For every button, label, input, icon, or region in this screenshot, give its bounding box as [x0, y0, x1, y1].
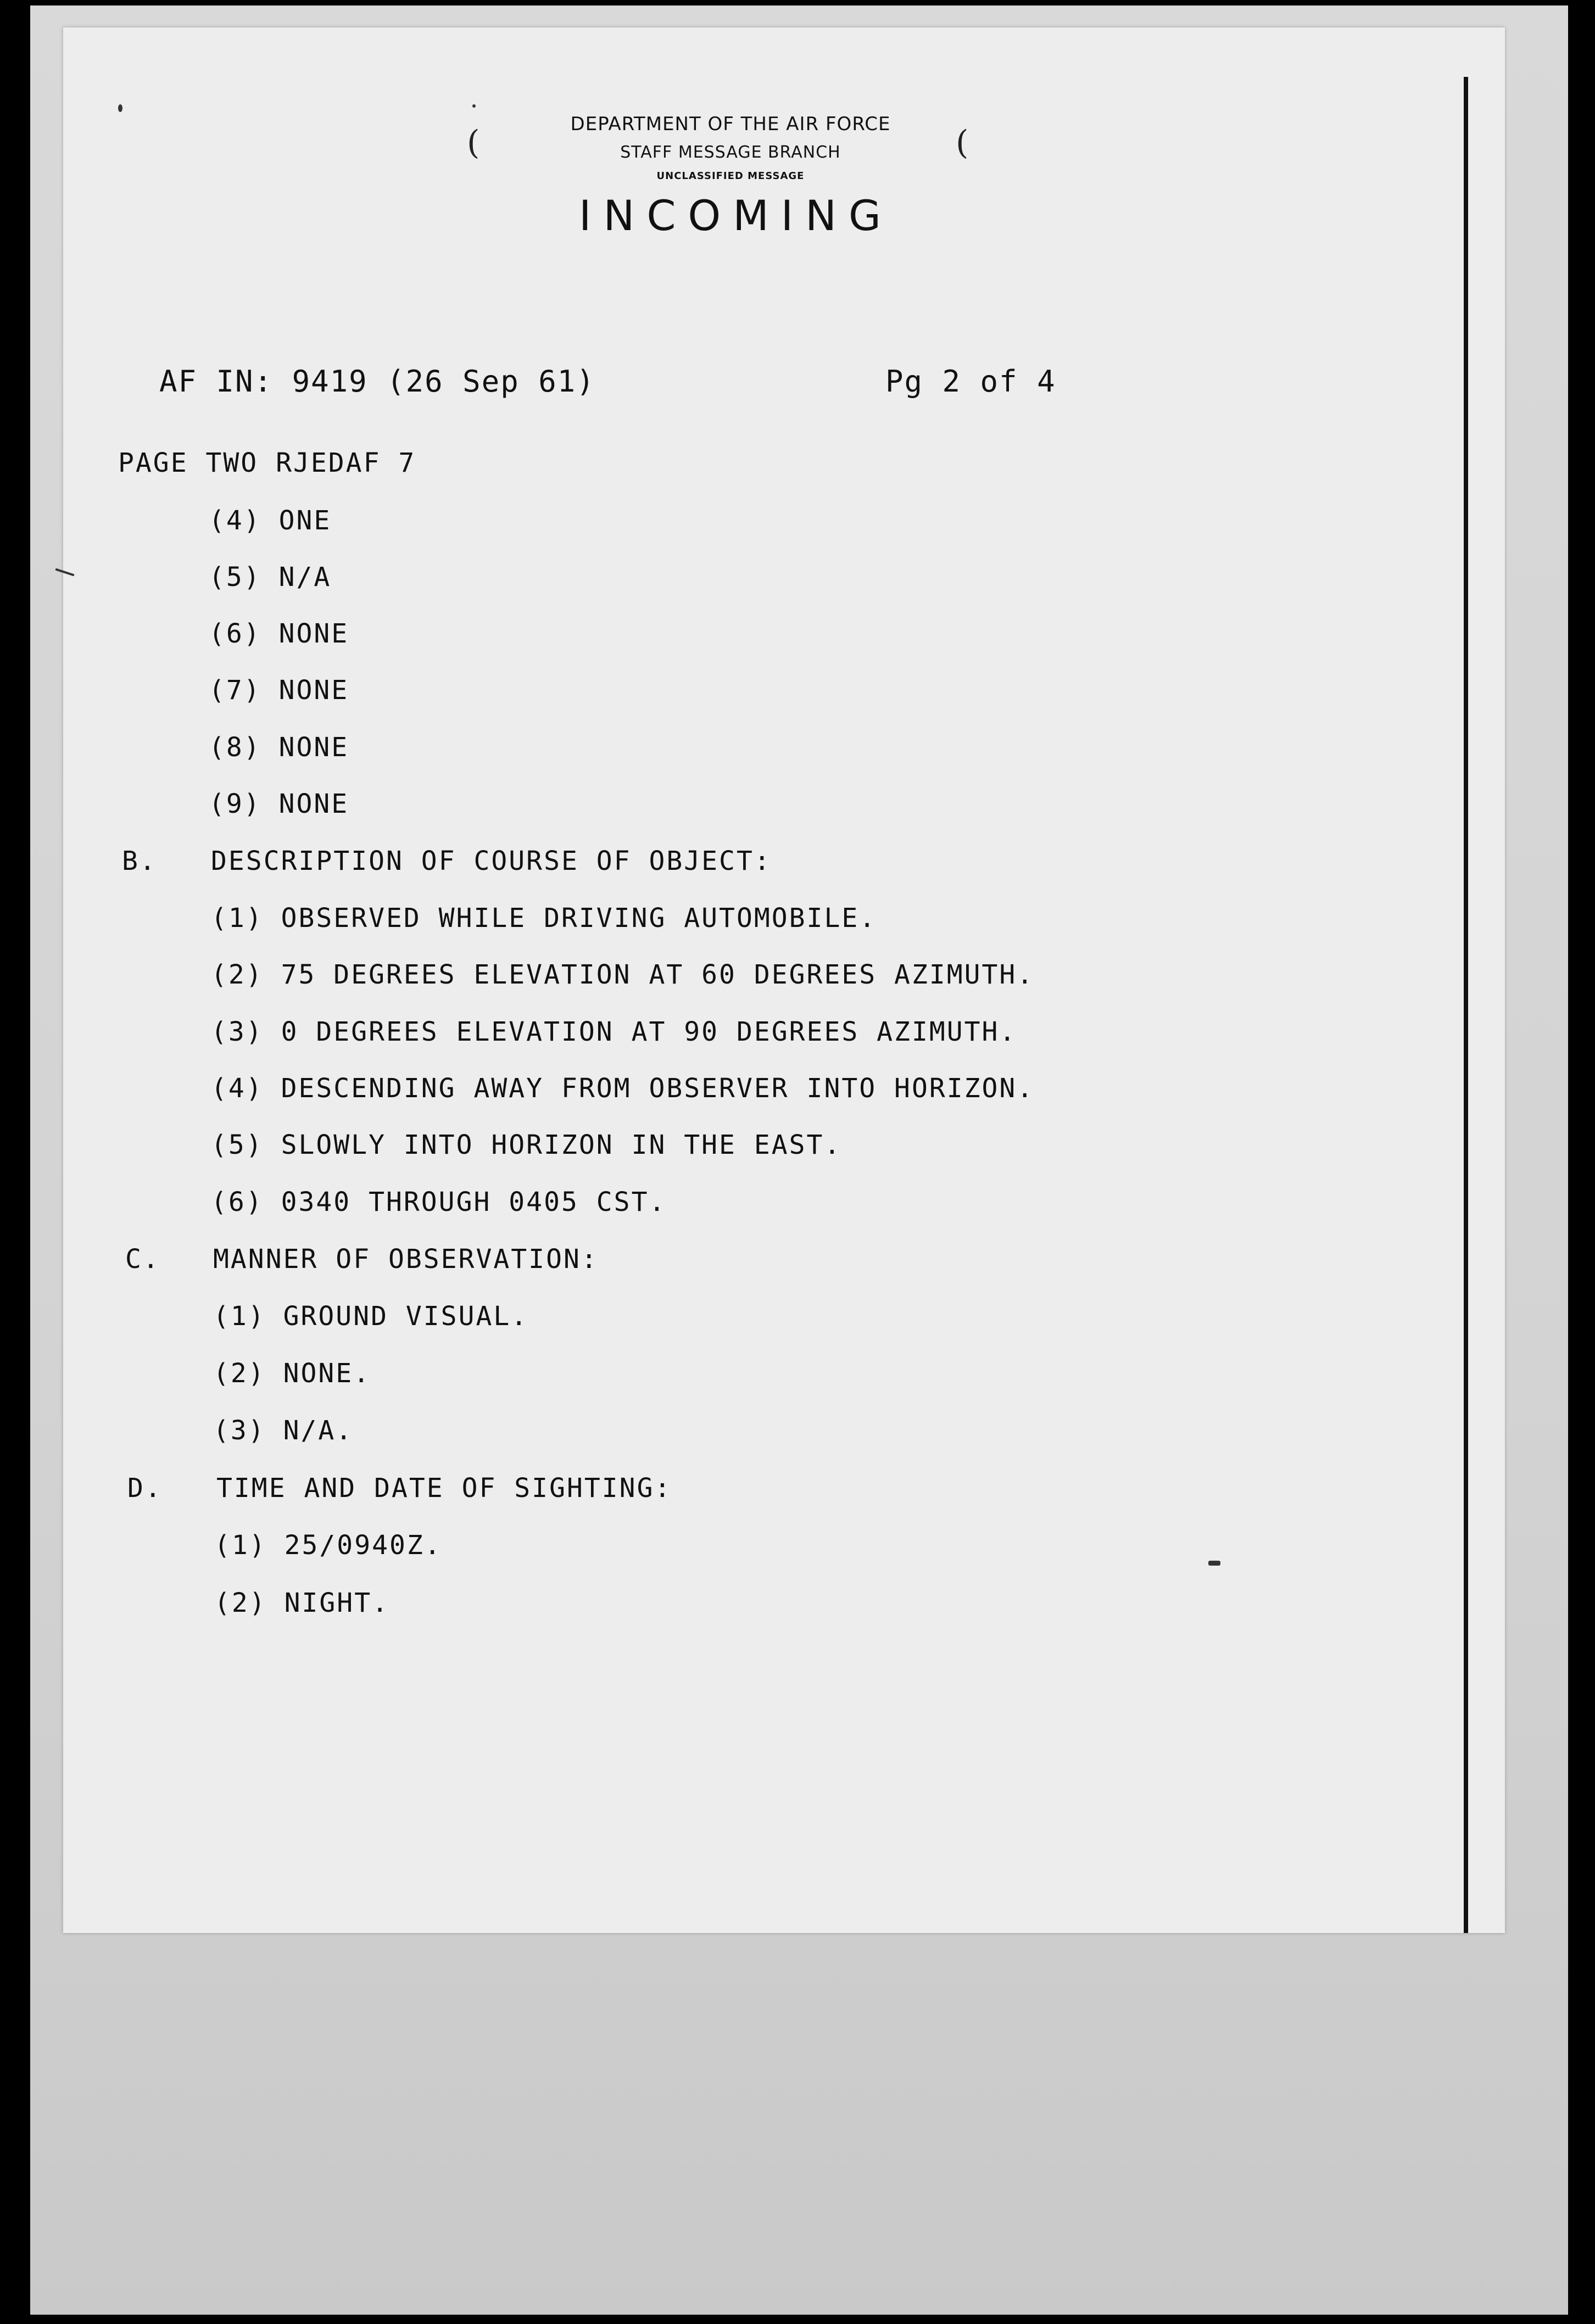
list-item: (6) 0340 THROUGH 0405 CST. — [211, 1187, 667, 1217]
page-heading: PAGE TWO RJEDAF 7 — [118, 448, 416, 478]
section-title: TIME AND DATE OF SIGHTING: — [216, 1473, 672, 1504]
list-item: (9) NONE — [209, 789, 349, 819]
list-item: (1) OBSERVED WHILE DRIVING AUTOMOBILE. — [211, 903, 877, 934]
list-item: (1) 25/0940Z. — [214, 1530, 442, 1561]
list-item: (3) 0 DEGREES ELEVATION AT 90 DEGREES AZIMUTH. — [211, 1016, 1017, 1047]
speck-mark — [472, 104, 476, 108]
list-item: (2) NIGHT. — [214, 1588, 389, 1618]
list-item: (1) GROUND VISUAL. — [213, 1301, 529, 1332]
classification-label: UNCLASSIFIED MESSAGE — [656, 170, 805, 182]
branch-title: STAFF MESSAGE BRANCH — [620, 143, 841, 162]
section-letter: C. — [125, 1244, 160, 1275]
section-title: DESCRIPTION OF COURSE OF OBJECT: — [211, 846, 772, 876]
list-item: (5) SLOWLY INTO HORIZON IN THE EAST. — [211, 1130, 842, 1160]
list-item: (4) ONE — [209, 505, 332, 536]
section-letter: B. — [122, 846, 157, 876]
right-bracket-mark: ( — [956, 124, 969, 162]
af-in-reference: AF IN: 9419 (26 Sep 61) — [159, 364, 595, 399]
list-item: (2) NONE. — [213, 1358, 371, 1389]
section-title: MANNER OF OBSERVATION: — [213, 1244, 599, 1275]
sheet-edge-line — [1464, 77, 1468, 1933]
list-item: (3) N/A. — [213, 1415, 354, 1446]
speck-mark — [1208, 1561, 1220, 1566]
section-letter: D. — [127, 1473, 163, 1504]
direction-title: INCOMING — [579, 191, 893, 240]
list-item: (2) 75 DEGREES ELEVATION AT 60 DEGREES AZIMUTH. — [211, 959, 1035, 990]
list-item: (7) NONE — [209, 675, 349, 706]
message-header — [549, 110, 912, 246]
department-title: DEPARTMENT OF THE AIR FORCE — [570, 113, 891, 135]
list-item: (5) N/A — [209, 562, 332, 593]
list-item: (4) DESCENDING AWAY FROM OBSERVER INTO HORIZON. — [211, 1073, 1035, 1104]
list-item: (6) NONE — [209, 618, 349, 649]
left-bracket-mark: ( — [467, 124, 480, 162]
page-indicator: Pg 2 of 4 — [885, 364, 1056, 399]
speck-mark — [118, 104, 122, 112]
list-item: (8) NONE — [209, 732, 349, 763]
